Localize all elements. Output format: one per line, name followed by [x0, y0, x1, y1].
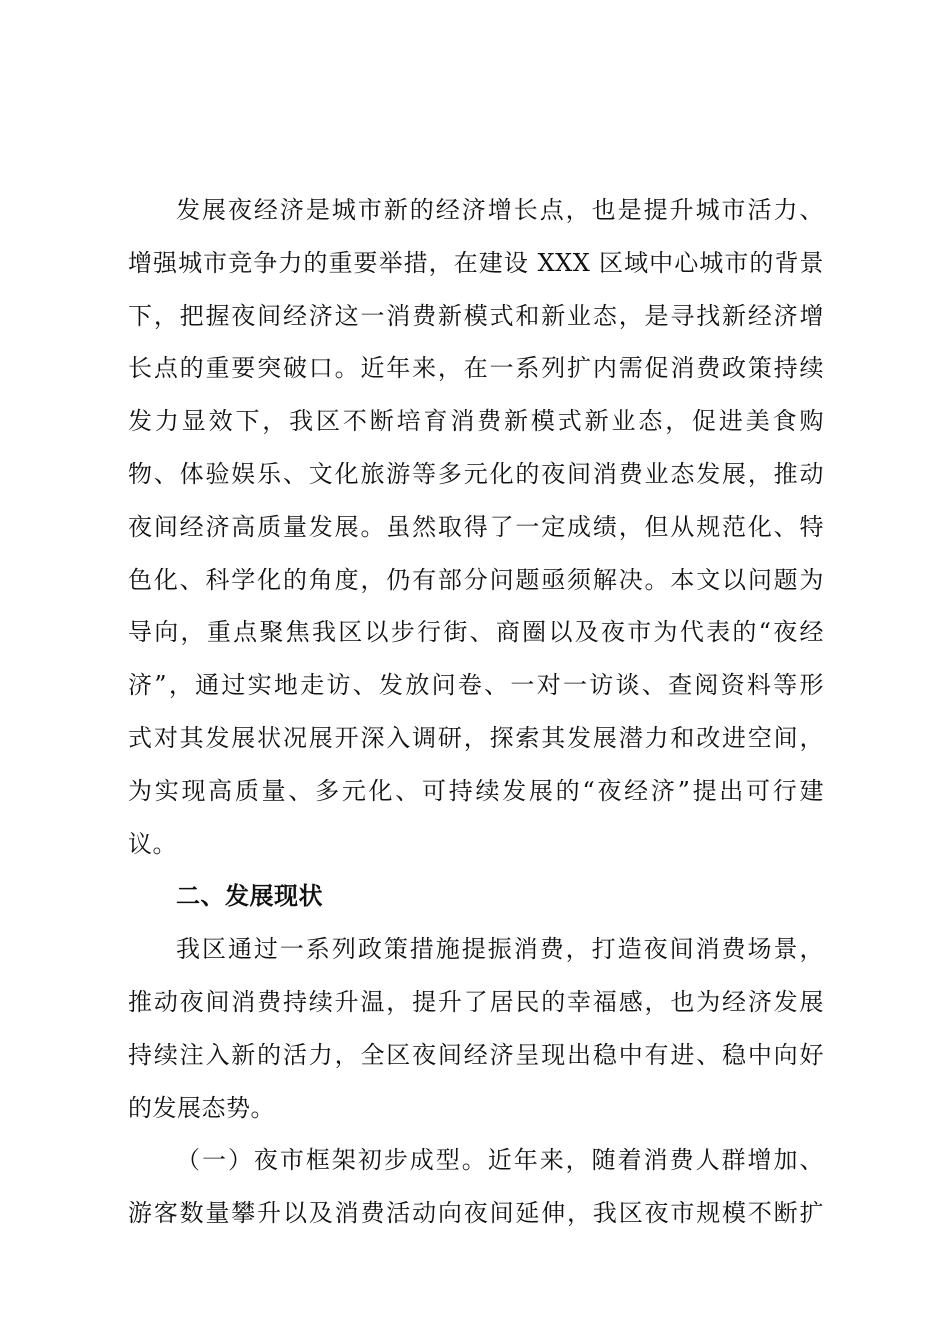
text-line: 物、体验娱乐、文化旅游等多元化的夜间消费业态发展，推动 — [128, 459, 824, 488]
section-heading: 二、发展现状 — [176, 882, 323, 911]
text-line: 夜间经济高质量发展。虽然取得了一定成绩，但从规范化、特 — [128, 512, 824, 541]
text-line: 发展夜经济是城市新的经济增长点，也是提升城市活力、 — [176, 196, 824, 224]
text-line: 我区通过一系列政策措施提振消费，打造夜间消费场景， — [176, 935, 824, 964]
text-line: 济”，通过实地走访、发放问卷、一对一访谈、查阅资料等形 — [128, 671, 824, 700]
text-line: 色化、科学化的角度，仍有部分问题亟须解决。本文以问题为 — [128, 565, 824, 594]
text-line: 游客数量攀升以及消费活动向夜间延伸，我区夜市规模不断扩 — [128, 1199, 824, 1228]
text-line: 推动夜间消费持续升温，提升了居民的幸福感，也为经济发展 — [128, 987, 824, 1016]
document-body — [128, 184, 824, 1240]
paragraph-status — [128, 923, 824, 1134]
text-line: 持续注入新的活力，全区夜间经济呈现出稳中有进、稳中向好 — [128, 1040, 824, 1069]
text-line: 下，把握夜间经济这一消费新模式和新业态，是寻找新经济增 — [128, 301, 824, 330]
paragraph-intro — [128, 184, 824, 870]
text-line: 的发展态势。 — [128, 1093, 275, 1122]
paragraph-night-market — [128, 1134, 824, 1240]
text-line: 增强城市竞争力的重要举措，在建设 XXX 区域中心城市的背景 — [128, 248, 824, 277]
text-line: 式对其发展状况展开深入调研，探索其发展潜力和改进空间， — [128, 723, 824, 752]
text-line: 导向，重点聚焦我区以步行街、商圈以及夜市为代表的“夜经 — [128, 618, 824, 647]
text-line: 发力显效下，我区不断培育消费新模式新业态，促进美食购 — [128, 407, 824, 436]
text-line: 为实现高质量、多元化、可持续发展的“夜经济”提出可行建 — [128, 776, 824, 805]
text-line: 长点的重要突破口。近年来，在一系列扩内需促消费政策持续 — [128, 354, 824, 383]
text-line: 议。 — [128, 829, 177, 858]
text-line: （一）夜市框架初步成型。近年来，随着消费人群增加、 — [176, 1146, 824, 1175]
